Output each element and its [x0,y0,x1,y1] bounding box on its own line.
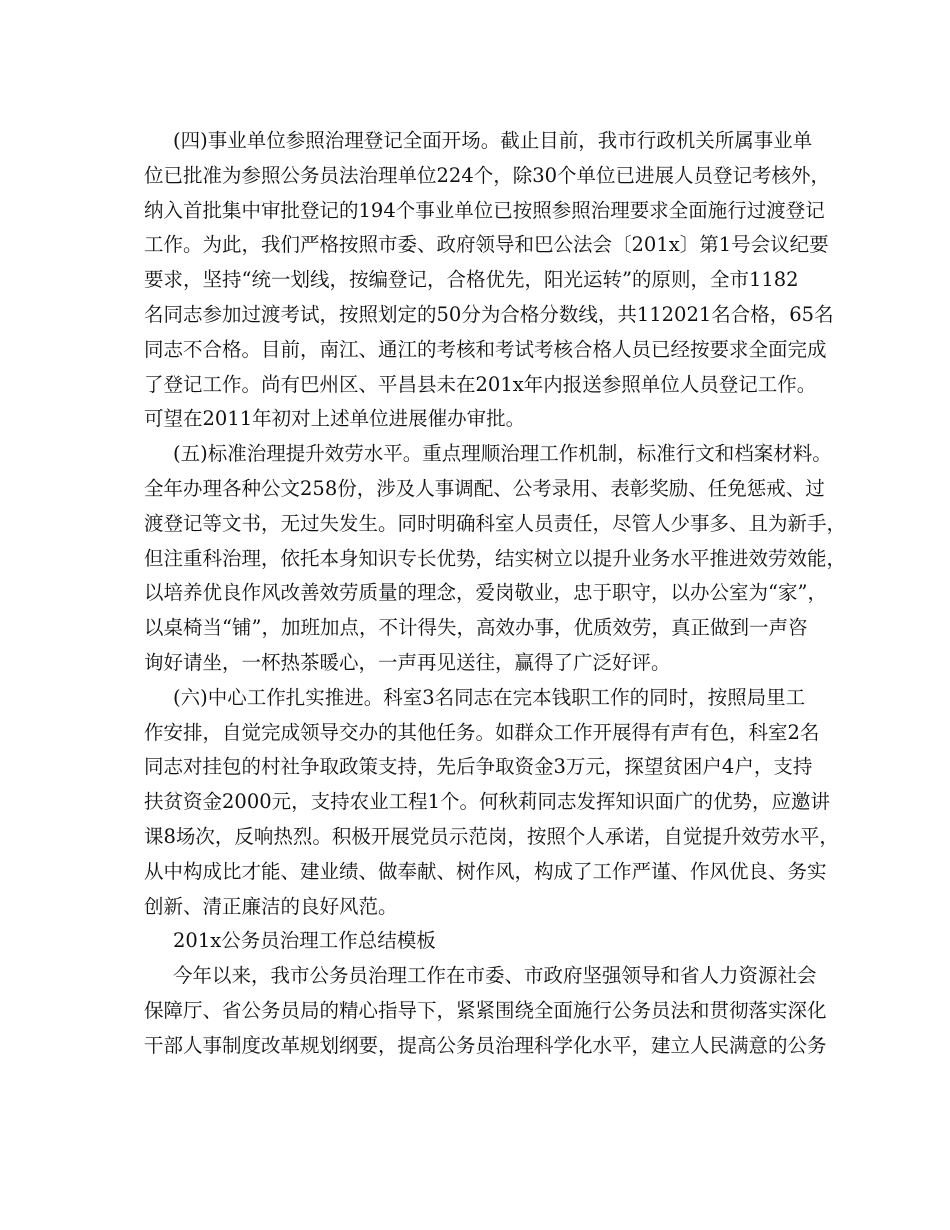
paragraph-line: 渡登记等文书，无过失发生。同时明确科室人员责任，尽管人少事多、且为新手， [144,511,847,535]
paragraph-line: 了登记工作。尚有巴州区、平昌县未在201x年内报送参照单位人员登记工作。 [144,372,817,396]
paragraph-line: 位已批准为参照公务员法治理单位224个，除30个单位已进展人员登记考核外， [144,163,831,187]
paragraph-line: 工作。为此，我们严格按照市委、政府领导和巴公法会〔201x〕第1号会议纪要 [144,233,829,257]
paragraph-line: 同志不合格。目前，南江、通江的考核和考试考核合格人员已经按要求全面完成 [144,337,827,361]
paragraph-line: 同志对挂包的村社争取政策支持，先后争取资金3万元，探望贫困户4户，支持 [144,755,813,779]
paragraph-line: 可望在2011年初对上述单位进展催办审批。 [144,407,526,431]
paragraph-line: (六)中心工作扎实推进。科室3名同志在完本钱职工作的同时，按照局里工 [173,685,806,709]
paragraph-line: (五)标准治理提升效劳水平。重点理顺治理工作机制，标准行文和档案材料。 [173,442,832,466]
paragraph-line: 扶贫资金2000元，支持农业工程1个。何秋莉同志发挥知识面广的优势，应邀讲 [144,790,831,814]
paragraph-line: 要求，坚持“统一划线，按编登记，合格优先，阳光运转”的原则，全市1182 [144,268,799,292]
section-heading: 201x公务员治理工作总结模板 [173,929,436,953]
paragraph-line: 以培养优良作风改善效劳质量的理念，爱岗敬业，忠于职守，以办公室为“家”， [144,581,827,605]
paragraph-line: 作安排，自觉完成领导交办的其他任务。如群众工作开展得有声有色，科室2名 [144,720,820,744]
paragraph-line: 全年办理各种公文258份，涉及人事调配、公考录用、表彰奖励、任免惩戒、过 [144,476,825,500]
paragraph-line: 保障厅、省公务员局的精心指导下，紧紧围绕全面施行公务员法和贯彻落实深化 [144,998,827,1022]
paragraph-line: 创新、清正廉洁的良好风范。 [144,894,398,918]
paragraph-line: 以桌椅当“铺”，加班加点，不计得失，高效办事，优质效劳，真正做到一声咨 [144,616,808,640]
paragraph-line: 名同志参加过渡考试，按照划定的50分为合格分数线，共112021名合格，65名 [144,302,834,326]
paragraph-line: 纳入首批集中审批登记的194个事业单位已按照参照治理要求全面施行过渡登记 [144,198,825,222]
paragraph-line: 询好请坐，一杯热茶暖心，一声再见送往，赢得了广泛好评。 [144,650,671,674]
paragraph-line: (四)事业单位参照治理登记全面开场。截止目前，我市行政机关所属事业单 [173,129,813,152]
paragraph-line: 但注重科治理，依托本身知识专长优势，结实树立以提升业务水平推进效劳效能， [144,546,847,570]
paragraph-line: 从中构成比才能、建业绩、做奉献、树作风，构成了工作严谨、作风优良、务实 [144,859,827,883]
document-body [144,124,847,1064]
paragraph-line: 课8场次，反响热烈。积极开展党员示范岗，按照个人承诺，自觉提升效劳水平， [144,824,839,848]
paragraph-line: 今年以来，我市公务员治理工作在市委、市政府坚强领导和省人力资源社会 [173,964,817,988]
paragraph-line: 干部人事制度改革规划纲要，提高公务员治理科学化水平，建立人民满意的公务 [144,1033,827,1057]
